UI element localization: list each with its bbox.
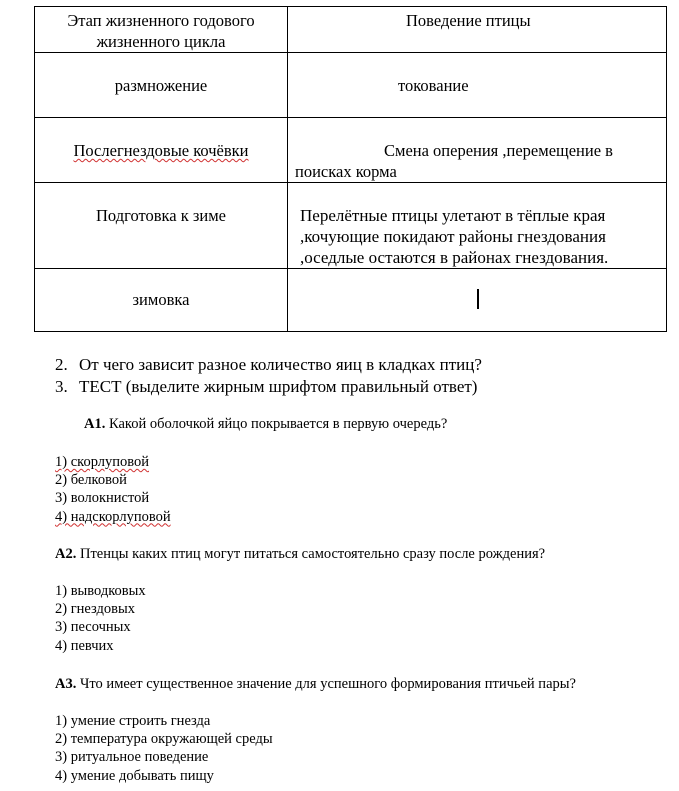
answer-option-text: 4) надскорлуповой <box>55 508 171 525</box>
behavior-text <box>288 183 666 268</box>
answer-list-a1 <box>55 453 171 526</box>
test-question-a2 <box>55 545 545 564</box>
test-question-text: Какой оболочкой яйцо покрывается в первую очередь? <box>108 416 448 432</box>
behavior-cell-empty[interactable] <box>288 269 667 332</box>
stage-text: Подготовка к зиме <box>96 206 226 225</box>
answer-list-a2 <box>55 582 146 655</box>
behavior-cell[interactable] <box>288 118 667 183</box>
header-cell-behavior[interactable] <box>288 7 667 53</box>
answer-option[interactable]: 2) гнездовых <box>55 601 135 618</box>
table-row <box>35 183 667 269</box>
table-header-row <box>35 7 667 53</box>
test-label: А3. <box>55 676 77 692</box>
text-cursor <box>477 289 479 309</box>
table-row <box>35 53 667 118</box>
test-question-text: Птенцы каких птиц могут питаться самостоятельно сразу после рождения? <box>79 546 546 562</box>
answer-option[interactable]: 3) волокнистой <box>55 490 150 507</box>
question-number: 2. <box>55 355 68 374</box>
behavior-cell[interactable] <box>288 53 667 118</box>
answer-option[interactable]: 1) выводковых <box>55 583 146 599</box>
question-3 <box>55 376 477 398</box>
answer-option[interactable]: 4) умение добывать пищу <box>55 767 214 784</box>
test-label: А1. <box>84 416 106 432</box>
test-question-a1 <box>84 415 447 434</box>
answer-option[interactable] <box>55 508 171 526</box>
answer-option-text: 1) скорлуповой <box>55 454 150 470</box>
stage-text <box>35 118 287 161</box>
header-cell-stage[interactable] <box>35 7 288 53</box>
behavior-line: ,оседлые остаются в районах гнездования. <box>300 248 609 267</box>
stage-cell[interactable] <box>35 269 288 332</box>
header-stage-text: Этап жизненного годового жизненного цикла <box>67 11 255 51</box>
stage-cell[interactable] <box>35 53 288 118</box>
behavior-text: Смена оперения ,перемещение в поисках корма <box>295 141 613 181</box>
stage-text: размножение <box>114 76 208 95</box>
header-behavior-text: Поведение птицы <box>406 11 531 30</box>
life-cycle-table <box>34 6 667 332</box>
answer-list-a3 <box>55 712 273 785</box>
answer-option[interactable]: 2) температура окружающей среды <box>55 731 273 748</box>
answer-option[interactable]: 4) певчих <box>55 637 114 654</box>
answer-option[interactable] <box>55 453 171 471</box>
answer-option[interactable]: 3) песочных <box>55 619 131 636</box>
table-row <box>35 269 667 332</box>
test-question-a3 <box>55 675 576 694</box>
question-text: ТЕСТ (выделите жирным шрифтом правильный ответ) <box>79 377 478 396</box>
answer-option[interactable]: 3) ритуальное поведение <box>55 749 209 766</box>
question-2 <box>55 354 482 376</box>
stage-text-span: Послегнездовые кочёвки <box>73 141 249 160</box>
test-question-text: Что имеет существенное значение для успешного формирования птичьей пары? <box>79 676 576 692</box>
answer-option[interactable]: 1) умение строить гнезда <box>55 713 211 729</box>
question-number: 3. <box>55 377 68 396</box>
question-text: От чего зависит разное количество яиц в кладках птиц? <box>79 355 482 374</box>
test-label: А2. <box>55 546 77 562</box>
table-row <box>35 118 667 183</box>
behavior-cell[interactable] <box>288 183 667 269</box>
behavior-line: Перелётные птицы улетают в тёплые края <box>300 206 606 225</box>
behavior-text: токование <box>398 76 469 95</box>
stage-cell[interactable] <box>35 118 288 183</box>
stage-text: зимовка <box>132 290 190 309</box>
behavior-line: ,кочующие покидают районы гнездования <box>300 227 606 246</box>
answer-option[interactable]: 2) белковой <box>55 472 127 489</box>
stage-cell[interactable] <box>35 183 288 269</box>
